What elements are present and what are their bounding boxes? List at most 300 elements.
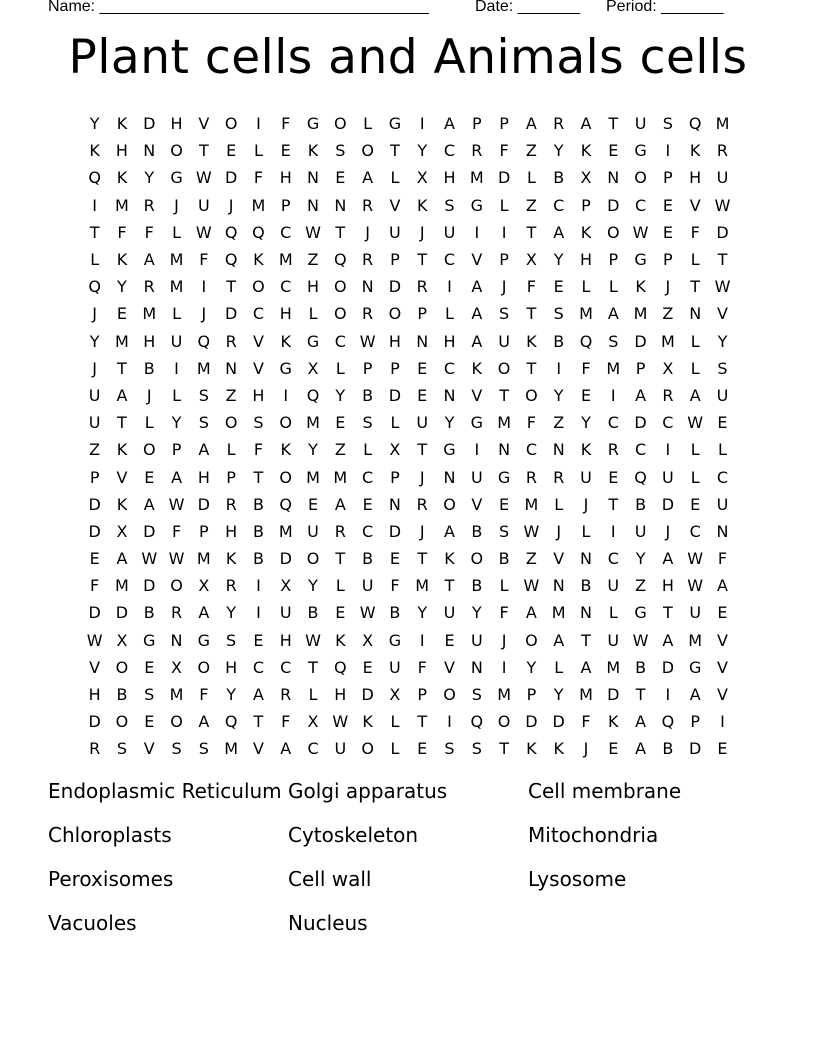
grid-letter[interactable]: A <box>198 440 210 460</box>
grid-letter[interactable]: G <box>497 467 511 487</box>
grid-letter[interactable]: B <box>143 358 155 378</box>
grid-letter[interactable]: I <box>474 440 480 460</box>
grid-letter[interactable]: R <box>662 385 674 405</box>
grid-letter[interactable]: W <box>687 576 704 596</box>
grid-letter[interactable]: G <box>279 358 292 378</box>
grid-letter[interactable]: H <box>279 168 292 188</box>
grid-letter[interactable]: J <box>419 222 425 242</box>
grid-letter[interactable]: O <box>224 413 238 433</box>
grid-letter[interactable]: F <box>581 712 591 732</box>
grid-letter[interactable]: E <box>335 168 346 188</box>
grid-letter[interactable]: T <box>717 250 728 270</box>
grid-letter[interactable]: K <box>362 712 373 732</box>
grid-letter[interactable]: K <box>444 549 455 569</box>
grid-letter[interactable]: F <box>390 576 400 596</box>
grid-letter[interactable]: U <box>88 413 101 433</box>
grid-letter[interactable]: R <box>607 440 619 460</box>
grid-letter[interactable]: L <box>390 168 400 188</box>
grid-letter[interactable]: O <box>334 304 347 324</box>
grid-letter[interactable]: Q <box>334 250 347 270</box>
grid-letter[interactable]: H <box>279 304 292 324</box>
grid-letter[interactable]: D <box>634 331 647 351</box>
grid-letter[interactable]: C <box>635 195 647 215</box>
grid-letter[interactable]: P <box>199 521 209 541</box>
grid-letter[interactable]: R <box>716 141 729 161</box>
grid-letter[interactable]: P <box>171 440 182 460</box>
grid-letter[interactable]: P <box>226 467 236 487</box>
grid-letter[interactable]: Q <box>306 385 320 405</box>
grid-letter[interactable]: S <box>499 521 510 541</box>
grid-letter[interactable]: F <box>581 358 591 378</box>
grid-letter[interactable]: T <box>117 358 127 378</box>
grid-letter[interactable]: C <box>607 549 619 569</box>
grid-letter[interactable]: G <box>143 630 156 650</box>
grid-letter[interactable]: O <box>361 739 374 759</box>
grid-letter[interactable]: B <box>362 549 374 569</box>
grid-letter[interactable]: B <box>362 385 374 405</box>
grid-letter[interactable]: O <box>279 467 293 487</box>
grid-letter[interactable]: Q <box>224 250 238 270</box>
grid-letter[interactable]: Z <box>307 250 319 270</box>
grid-letter[interactable]: K <box>580 222 592 242</box>
grid-letter[interactable]: E <box>144 657 155 677</box>
grid-letter[interactable]: D <box>689 739 702 759</box>
grid-letter[interactable]: O <box>306 549 320 569</box>
grid-letter[interactable]: C <box>716 467 729 487</box>
grid-letter[interactable]: W <box>168 494 185 514</box>
grid-letter[interactable]: J <box>583 494 589 514</box>
grid-letter[interactable]: S <box>444 195 455 215</box>
grid-letter[interactable]: F <box>117 222 127 242</box>
grid-letter[interactable]: P <box>390 467 400 487</box>
period-field-label[interactable]: Period: _______ <box>606 0 724 15</box>
grid-letter[interactable]: H <box>252 385 265 405</box>
grid-letter[interactable]: D <box>388 521 402 541</box>
grid-letter[interactable]: R <box>334 521 346 541</box>
grid-letter[interactable]: E <box>608 141 619 161</box>
grid-letter[interactable]: C <box>280 277 292 297</box>
grid-letter[interactable]: H <box>443 331 456 351</box>
grid-letter[interactable]: Q <box>688 114 702 134</box>
grid-letter[interactable]: E <box>226 141 237 161</box>
grid-letter[interactable]: Z <box>635 576 647 596</box>
grid-letter[interactable]: A <box>580 114 592 134</box>
grid-letter[interactable]: W <box>195 222 212 242</box>
grid-letter[interactable]: P <box>663 250 673 270</box>
grid-letter[interactable]: O <box>334 114 347 134</box>
grid-letter[interactable]: M <box>306 413 320 433</box>
grid-letter[interactable]: L <box>172 385 181 405</box>
grid-letter[interactable]: M <box>633 304 648 324</box>
grid-letter[interactable]: W <box>168 549 185 569</box>
grid-letter[interactable]: R <box>362 195 374 215</box>
grid-letter[interactable]: A <box>662 549 674 569</box>
grid-letter[interactable]: H <box>334 685 347 705</box>
grid-letter[interactable]: I <box>419 630 425 650</box>
grid-letter[interactable]: B <box>116 685 128 705</box>
grid-letter[interactable]: N <box>443 467 456 487</box>
grid-letter[interactable]: Y <box>526 657 537 677</box>
grid-letter[interactable]: C <box>362 467 374 487</box>
grid-letter[interactable]: F <box>499 141 509 161</box>
grid-letter[interactable]: K <box>471 358 483 378</box>
grid-letter[interactable]: A <box>635 739 647 759</box>
grid-letter[interactable]: O <box>443 685 456 705</box>
grid-letter[interactable]: C <box>689 521 701 541</box>
grid-letter[interactable]: B <box>307 603 319 623</box>
grid-letter[interactable]: O <box>470 549 484 569</box>
grid-letter[interactable]: Z <box>89 440 101 460</box>
grid-letter[interactable]: H <box>115 141 128 161</box>
grid-letter[interactable]: T <box>117 413 127 433</box>
grid-letter[interactable]: N <box>552 576 565 596</box>
grid-letter[interactable]: T <box>198 141 209 161</box>
grid-letter[interactable]: K <box>280 440 291 460</box>
grid-letter[interactable]: W <box>523 521 540 541</box>
grid-letter[interactable]: A <box>635 385 647 405</box>
grid-letter[interactable]: X <box>525 250 537 270</box>
grid-letter[interactable]: Z <box>525 195 537 215</box>
grid-letter[interactable]: X <box>307 358 319 378</box>
grid-letter[interactable]: Q <box>579 331 593 351</box>
grid-letter[interactable]: Q <box>634 467 647 487</box>
grid-letter[interactable]: K <box>116 168 128 188</box>
grid-letter[interactable]: K <box>416 195 428 215</box>
grid-letter[interactable]: A <box>662 630 674 650</box>
grid-letter[interactable]: M <box>524 494 539 514</box>
grid-letter[interactable]: L <box>226 440 236 460</box>
grid-letter[interactable]: Y <box>335 385 346 405</box>
grid-letter[interactable]: U <box>689 603 702 623</box>
grid-letter[interactable]: P <box>417 304 428 324</box>
grid-letter[interactable]: R <box>280 685 292 705</box>
grid-letter[interactable]: C <box>252 657 265 677</box>
grid-letter[interactable]: T <box>499 385 509 405</box>
grid-letter[interactable]: D <box>115 603 129 623</box>
grid-letter[interactable]: K <box>116 494 128 514</box>
grid-letter[interactable]: B <box>252 549 264 569</box>
grid-letter[interactable]: L <box>526 168 536 188</box>
grid-letter[interactable]: F <box>526 413 536 433</box>
grid-letter[interactable]: L <box>581 521 591 541</box>
grid-letter[interactable]: W <box>687 413 704 433</box>
grid-letter[interactable]: J <box>201 304 207 324</box>
grid-letter[interactable]: K <box>116 250 128 270</box>
grid-letter[interactable]: M <box>497 413 511 433</box>
grid-letter[interactable]: D <box>279 549 292 569</box>
grid-letter[interactable]: P <box>280 195 291 215</box>
grid-letter[interactable]: I <box>720 712 725 732</box>
grid-letter[interactable]: K <box>89 141 100 161</box>
grid-letter[interactable]: I <box>501 657 507 677</box>
grid-letter[interactable]: J <box>419 467 425 487</box>
grid-letter[interactable]: I <box>665 440 671 460</box>
grid-letter[interactable]: X <box>280 576 292 596</box>
grid-letter[interactable]: D <box>388 385 402 405</box>
grid-letter[interactable]: D <box>197 494 210 514</box>
grid-letter[interactable]: D <box>361 685 374 705</box>
grid-letter[interactable]: U <box>716 168 729 188</box>
grid-letter[interactable]: V <box>717 630 728 650</box>
grid-letter[interactable]: Y <box>717 331 728 351</box>
grid-letter[interactable]: V <box>717 685 728 705</box>
grid-letter[interactable]: M <box>169 277 184 297</box>
grid-letter[interactable]: E <box>335 413 346 433</box>
grid-letter[interactable]: U <box>443 222 456 242</box>
grid-letter[interactable]: V <box>444 657 455 677</box>
grid-letter[interactable]: Z <box>553 413 565 433</box>
grid-letter[interactable]: V <box>471 250 483 270</box>
grid-letter[interactable]: J <box>501 277 507 297</box>
grid-letter[interactable]: D <box>661 657 675 677</box>
grid-letter[interactable]: I <box>501 222 507 242</box>
grid-letter[interactable]: J <box>365 222 370 242</box>
grid-letter[interactable]: F <box>199 685 209 705</box>
grid-letter[interactable]: R <box>471 141 483 161</box>
grid-letter[interactable]: T <box>253 467 264 487</box>
grid-letter[interactable]: K <box>526 331 537 351</box>
grid-letter[interactable]: E <box>307 494 319 514</box>
grid-letter[interactable]: V <box>116 467 128 487</box>
grid-letter[interactable]: A <box>444 521 455 541</box>
grid-letter[interactable]: L <box>363 440 373 460</box>
grid-letter[interactable]: Y <box>581 413 591 433</box>
grid-letter[interactable]: V <box>252 358 264 378</box>
grid-letter[interactable]: T <box>526 358 537 378</box>
grid-letter[interactable]: I <box>556 358 562 378</box>
grid-letter[interactable]: G <box>443 440 456 460</box>
grid-letter[interactable]: M <box>115 195 129 215</box>
grid-letter[interactable]: J <box>92 304 97 324</box>
grid-letter[interactable]: I <box>419 114 425 134</box>
grid-letter[interactable]: O <box>142 440 156 460</box>
grid-letter[interactable]: B <box>252 521 264 541</box>
grid-letter[interactable]: D <box>388 277 402 297</box>
grid-letter[interactable]: D <box>88 603 101 623</box>
grid-letter[interactable]: G <box>197 630 211 650</box>
grid-letter[interactable]: M <box>196 549 211 569</box>
grid-letter[interactable]: T <box>417 440 428 460</box>
grid-letter[interactable]: N <box>689 304 702 324</box>
grid-letter[interactable]: W <box>305 630 321 650</box>
grid-letter[interactable]: M <box>469 168 484 188</box>
grid-letter[interactable]: Y <box>417 141 428 161</box>
grid-letter[interactable]: P <box>499 114 509 134</box>
grid-letter[interactable]: Y <box>308 440 318 460</box>
grid-letter[interactable]: D <box>224 168 238 188</box>
grid-letter[interactable]: C <box>443 250 456 270</box>
grid-letter[interactable]: W <box>305 222 321 242</box>
grid-letter[interactable]: P <box>690 712 700 732</box>
grid-letter[interactable]: E <box>144 712 155 732</box>
grid-letter[interactable]: R <box>225 331 237 351</box>
grid-letter[interactable]: A <box>635 712 647 732</box>
grid-letter[interactable]: U <box>470 630 483 650</box>
grid-letter[interactable]: D <box>497 168 511 188</box>
grid-letter[interactable]: Q <box>661 712 675 732</box>
grid-letter[interactable]: I <box>283 385 289 405</box>
grid-letter[interactable]: L <box>581 277 591 297</box>
grid-letter[interactable]: A <box>362 168 374 188</box>
grid-letter[interactable]: R <box>362 304 374 324</box>
grid-letter[interactable]: W <box>714 195 731 215</box>
grid-letter[interactable]: B <box>389 603 401 623</box>
grid-letter[interactable]: H <box>661 576 674 596</box>
grid-letter[interactable]: Y <box>226 685 237 705</box>
grid-letter[interactable]: W <box>332 712 349 732</box>
grid-letter[interactable]: O <box>497 712 511 732</box>
grid-letter[interactable]: H <box>443 168 456 188</box>
grid-letter[interactable]: I <box>447 712 452 732</box>
grid-letter[interactable]: X <box>662 358 674 378</box>
grid-letter[interactable]: I <box>201 277 207 297</box>
grid-letter[interactable]: Y <box>308 576 318 596</box>
grid-letter[interactable]: E <box>417 358 428 378</box>
grid-letter[interactable]: U <box>307 521 319 541</box>
grid-letter[interactable]: U <box>607 630 620 650</box>
grid-letter[interactable]: M <box>579 304 593 324</box>
grid-letter[interactable]: C <box>553 195 565 215</box>
grid-letter[interactable]: Y <box>89 114 100 134</box>
grid-letter[interactable]: L <box>390 413 400 433</box>
grid-letter[interactable]: L <box>144 413 154 433</box>
grid-letter[interactable]: T <box>662 603 673 623</box>
grid-letter[interactable]: T <box>417 250 428 270</box>
grid-letter[interactable]: R <box>89 739 101 759</box>
grid-letter[interactable]: C <box>443 358 456 378</box>
grid-letter[interactable]: E <box>362 494 373 514</box>
grid-letter[interactable]: D <box>525 712 538 732</box>
grid-letter[interactable]: T <box>526 222 537 242</box>
grid-letter[interactable]: Y <box>553 685 564 705</box>
grid-letter[interactable]: E <box>717 603 728 623</box>
grid-letter[interactable]: J <box>665 277 671 297</box>
grid-letter[interactable]: X <box>198 576 210 596</box>
grid-letter[interactable]: N <box>607 168 620 188</box>
grid-letter[interactable]: U <box>634 114 647 134</box>
grid-letter[interactable]: L <box>172 304 181 324</box>
grid-letter[interactable]: B <box>471 521 483 541</box>
grid-letter[interactable]: L <box>690 331 700 351</box>
grid-letter[interactable]: T <box>335 222 346 242</box>
grid-letter[interactable]: G <box>470 413 483 433</box>
grid-letter[interactable]: N <box>307 168 319 188</box>
grid-letter[interactable]: C <box>280 222 292 242</box>
grid-letter[interactable]: R <box>416 494 428 514</box>
grid-letter[interactable]: A <box>471 304 483 324</box>
grid-letter[interactable]: A <box>553 630 565 650</box>
grid-letter[interactable]: L <box>690 358 700 378</box>
grid-letter[interactable]: M <box>278 250 293 270</box>
grid-letter[interactable]: F <box>281 712 291 732</box>
grid-letter[interactable]: T <box>417 549 428 569</box>
grid-letter[interactable]: Q <box>224 222 238 242</box>
grid-letter[interactable]: X <box>116 630 128 650</box>
grid-letter[interactable]: E <box>280 141 291 161</box>
grid-letter[interactable]: E <box>608 739 619 759</box>
grid-letter[interactable]: M <box>497 685 511 705</box>
grid-letter[interactable]: E <box>580 385 592 405</box>
grid-letter[interactable]: A <box>334 494 346 514</box>
grid-letter[interactable]: F <box>171 521 182 541</box>
grid-letter[interactable]: I <box>610 521 616 541</box>
grid-letter[interactable]: P <box>499 250 509 270</box>
date-field-label[interactable]: Date: _______ <box>475 0 580 15</box>
grid-letter[interactable]: R <box>525 467 537 487</box>
grid-letter[interactable]: I <box>665 685 671 705</box>
grid-letter[interactable]: K <box>580 440 592 460</box>
grid-letter[interactable]: H <box>170 114 183 134</box>
grid-letter[interactable]: H <box>579 250 592 270</box>
grid-letter[interactable]: U <box>361 576 374 596</box>
grid-letter[interactable]: M <box>606 657 621 677</box>
grid-letter[interactable]: M <box>278 521 293 541</box>
grid-letter[interactable]: T <box>417 712 428 732</box>
grid-letter[interactable]: E <box>662 195 673 215</box>
grid-letter[interactable]: O <box>279 413 293 433</box>
grid-letter[interactable]: I <box>256 603 261 623</box>
grid-letter[interactable]: K <box>608 712 619 732</box>
grid-letter[interactable]: G <box>634 603 647 623</box>
grid-letter[interactable]: U <box>662 467 674 487</box>
grid-letter[interactable]: J <box>174 195 179 215</box>
grid-letter[interactable]: F <box>417 657 427 677</box>
grid-letter[interactable]: Q <box>197 331 211 351</box>
grid-letter[interactable]: N <box>143 141 156 161</box>
grid-letter[interactable]: P <box>471 114 482 134</box>
grid-letter[interactable]: C <box>443 141 456 161</box>
grid-letter[interactable]: S <box>444 739 455 759</box>
grid-letter[interactable]: W <box>141 549 158 569</box>
grid-letter[interactable]: H <box>225 657 238 677</box>
grid-letter[interactable]: O <box>497 358 511 378</box>
grid-letter[interactable]: L <box>172 222 181 242</box>
grid-letter[interactable]: H <box>88 685 101 705</box>
grid-letter[interactable]: P <box>417 685 428 705</box>
grid-letter[interactable]: O <box>525 630 538 650</box>
grid-letter[interactable]: S <box>717 358 728 378</box>
grid-letter[interactable]: M <box>115 331 129 351</box>
grid-letter[interactable]: E <box>690 494 701 514</box>
grid-letter[interactable]: E <box>444 630 455 650</box>
grid-letter[interactable]: T <box>308 657 318 677</box>
grid-letter[interactable]: D <box>224 304 238 324</box>
grid-letter[interactable]: M <box>606 358 621 378</box>
grid-letter[interactable]: P <box>362 358 373 378</box>
grid-letter[interactable]: D <box>88 521 101 541</box>
grid-letter[interactable]: N <box>361 277 374 297</box>
grid-letter[interactable]: F <box>144 222 154 242</box>
grid-letter[interactable]: U <box>279 603 292 623</box>
grid-letter[interactable]: M <box>306 467 320 487</box>
grid-letter[interactable]: E <box>608 467 619 487</box>
grid-letter[interactable]: D <box>607 195 620 215</box>
grid-letter[interactable]: R <box>170 603 183 623</box>
grid-letter[interactable]: A <box>143 250 155 270</box>
grid-letter[interactable]: E <box>417 385 428 405</box>
grid-letter[interactable]: O <box>115 712 129 732</box>
grid-letter[interactable]: U <box>607 576 620 596</box>
grid-letter[interactable]: Y <box>144 168 155 188</box>
grid-letter[interactable]: F <box>281 114 291 134</box>
grid-letter[interactable]: S <box>116 739 128 759</box>
grid-letter[interactable]: E <box>253 630 264 650</box>
grid-letter[interactable]: E <box>335 603 346 623</box>
grid-letter[interactable]: E <box>417 739 428 759</box>
grid-letter[interactable]: G <box>470 195 483 215</box>
grid-letter[interactable]: Y <box>444 413 455 433</box>
grid-letter[interactable]: T <box>608 494 619 514</box>
